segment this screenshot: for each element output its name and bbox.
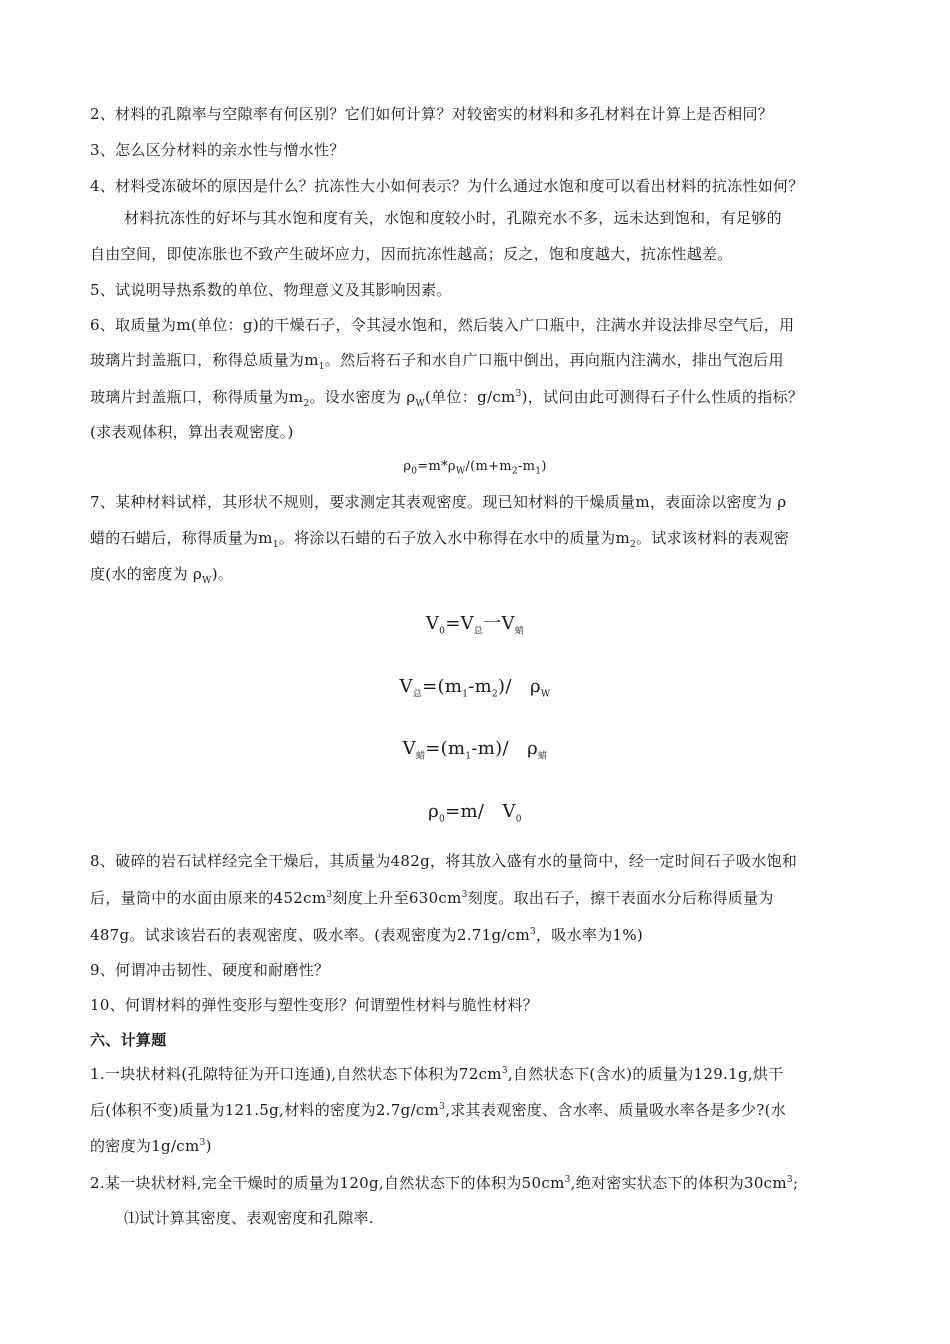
question-4: 4、材料受冻破坏的原因是什么？抗冻性大小如何表示？为什么通过水饱和度可以看出材料的抗冻性如何？: [90, 177, 804, 195]
question-7-line-2: 蜡的石蜡后，称得质量为$m_1$。将涂以石蜡的石子放入水中称得在水中的质量为$m_2$。试求该材料的表观密: [90, 529, 790, 550]
question-7-line-3: 度(水的密度为 $\rho_W$)。: [90, 565, 234, 586]
question-4-answer-line-2: 自由空间，即使冻胀也不致产生破坏应力，因而抗冻性越高；反之，饱和度越大，抗冻性越差。: [90, 245, 733, 263]
question-6-line-1: 6、取质量为m(单位：g)的干燥石子，令其浸水饱和，然后装入广口瓶中，注满水并设法排尽空气后，用: [90, 316, 795, 334]
question-3: 3、怎么区分材料的亲水性与憎水性？: [90, 141, 345, 159]
section-heading-calculation: 六、计算题: [90, 1031, 167, 1049]
question-6-line-2: 玻璃片封盖瓶口，称得总质量为$m_1$。然后将石子和水自广口瓶中倒出，再向瓶内注满水，排出气泡后用: [90, 351, 784, 372]
calc-1-line-2: 后(体积不变)质量为121.5g,材料的密度为$2.7g/cm^3$,求其表观密度、含水率、质量吸水率各是多少?(水: [90, 1101, 787, 1119]
calc-1-line-1: 1.一块状材料(孔隙特征为开口连通),自然状态下体积为$72cm^3$,自然状态下(含水)的质量为129.1g,烘干: [90, 1065, 784, 1083]
formula-v-wax: $V_蜡=(m_1-m)/$ $\rho_蜡$: [402, 738, 548, 762]
question-8-line-1: 8、破碎的岩石试样经完全干燥后，其质量为482g，将其放入盛有水的量筒中，经一定时间石子吸水饱和: [90, 852, 798, 870]
question-10: 10、何谓材料的弹性变形与塑性变形？何谓塑性材料与脆性材料？: [90, 996, 539, 1014]
question-4-answer-line-1: 材料抗冻性的好坏与其水饱和度有关，水饱和度较小时，孔隙充水不多，远未达到饱和，有足够的: [124, 209, 782, 227]
question-9: 9、何谓冲击韧性、硬度和耐磨性？: [90, 961, 330, 979]
question-7-line-1: 7、某种材料试样，其形状不规则，要求测定其表观密度。现已知材料的干燥质量m，表面涂以密度为 ρ: [90, 493, 787, 511]
question-6-formula: $\rho_0=m*\rho_W/(m+m_2-m_1)$: [403, 459, 547, 477]
calc-1-line-3: 的密度为$1g/cm^3$): [90, 1137, 212, 1155]
formula-v-total: $V_总=(m_1-m_2)/$ $\rho_W$: [399, 676, 551, 700]
calc-2-line-1: 2.某一块状材料,完全干燥时的质量为120g,自然状态下的体积为$50cm^3$,绝对密实状态下的体积为$30cm^3$;: [90, 1174, 799, 1192]
calc-2-subquestion-1: ⑴试计算其密度、表观密度和孔隙率.: [124, 1209, 374, 1227]
formula-v0: $V_0=V_总$一$V_蜡$: [425, 613, 525, 637]
question-2: 2、材料的孔隙率与空隙率有何区别？它们如何计算？对较密实的材料和多孔材料在计算上是否相同？: [90, 105, 774, 123]
question-6-line-4: (求表观体积，算出表观密度。): [90, 423, 294, 441]
formula-rho0: $\rho_0=m/$ $V_0$: [428, 801, 522, 825]
question-5: 5、试说明导热系数的单位、物理意义及其影响因素。: [90, 281, 452, 299]
question-8-line-2: 后，量筒中的水面由原来的$452cm^3$刻度上升至$630cm^3$刻度。取出石子，擦干表面水分后称得质量为: [90, 889, 774, 907]
question-6-line-3: 玻璃片封盖瓶口，称得质量为$m_2$。设水密度为 $\rho_W$(单位：$g/cm^3$)，试问由此可测得石子什么性质的指标？: [90, 388, 804, 409]
question-8-line-3: 487g。试求该岩石的表观密度、吸水率。(表观密度为$2.71g/cm^3$，吸水率为1%): [90, 926, 644, 944]
